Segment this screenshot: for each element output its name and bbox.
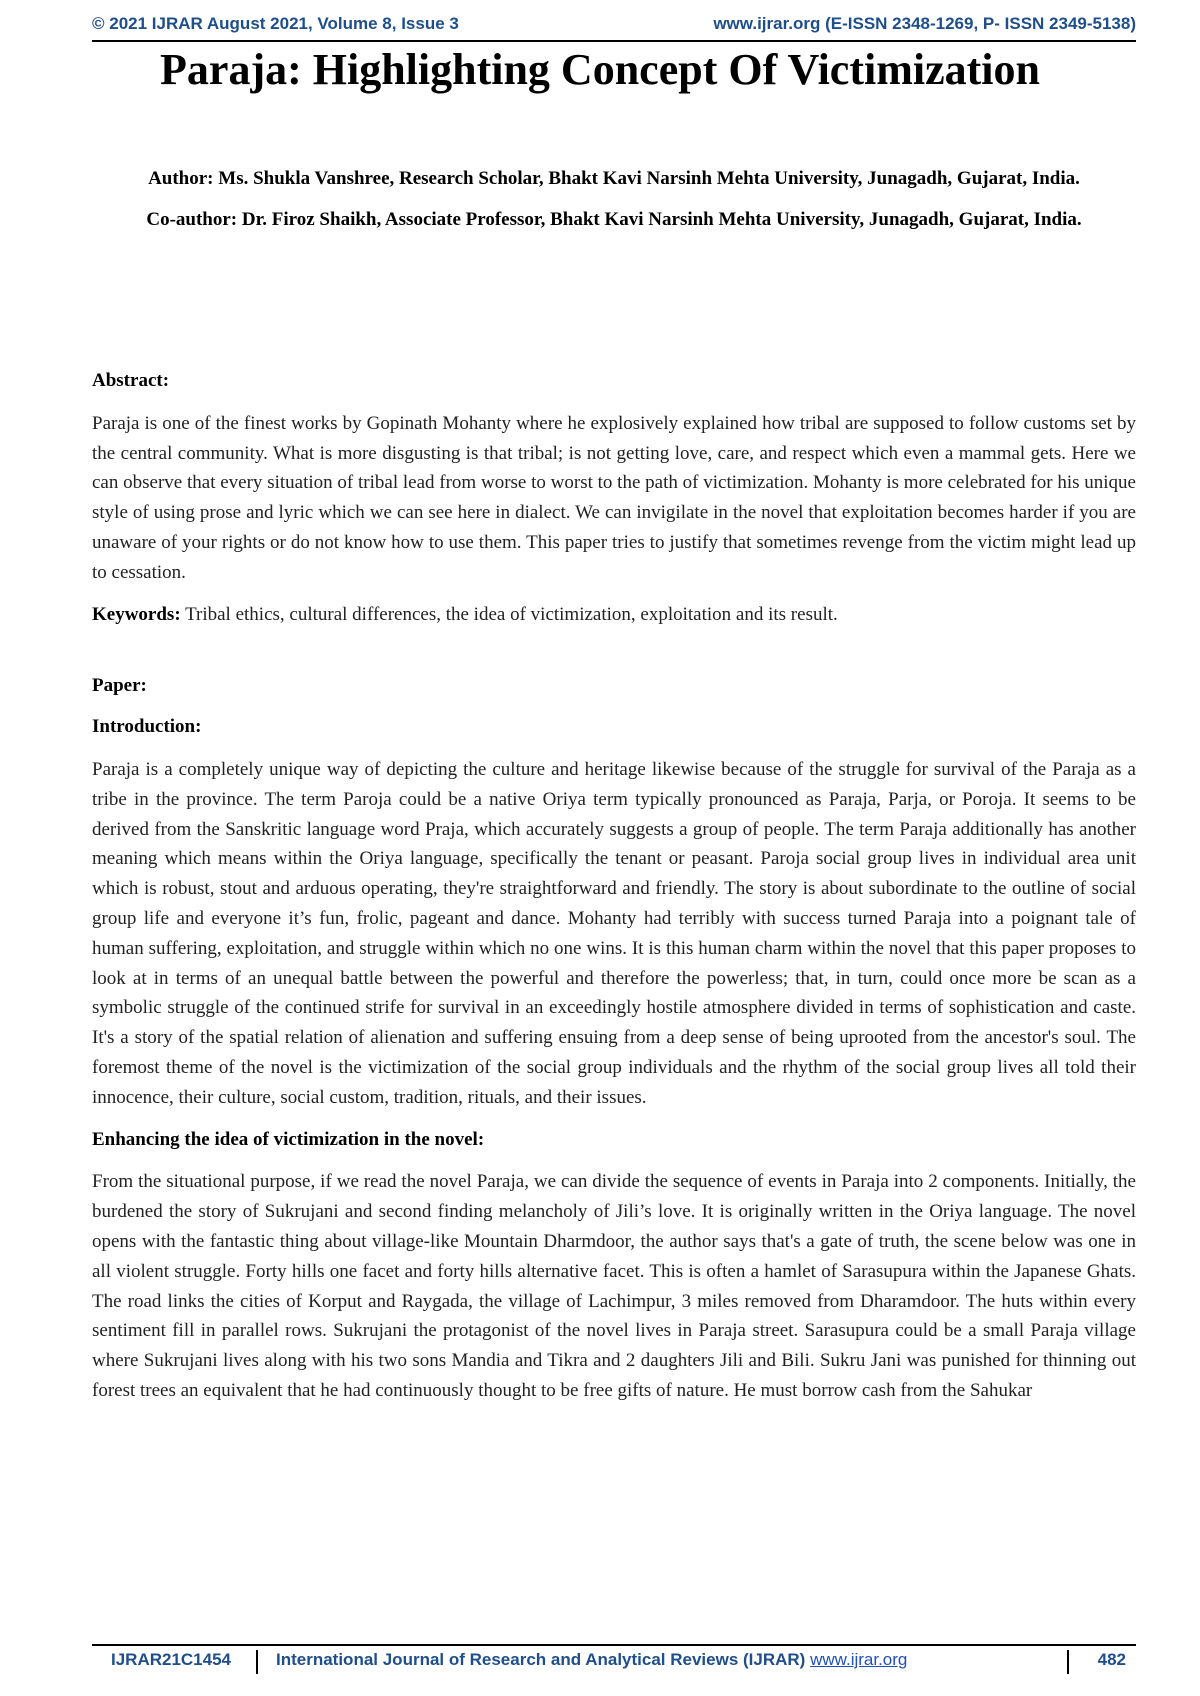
header-citation: © 2021 IJRAR August 2021, Volume 8, Issue 3	[92, 14, 459, 33]
paper-body	[92, 366, 1136, 1406]
paper-title: Paraja: Highlighting Concept Of Victimization	[160, 45, 1040, 94]
footer-journal-name: International Journal of Research and Analytical Reviews (IJRAR)	[276, 1650, 806, 1669]
section-heading-victimization: Enhancing the idea of victimization in the novel:	[92, 1128, 485, 1150]
header-issn: www.ijrar.org (E-ISSN 2348-1269, P- ISSN 2349-5138)	[713, 14, 1136, 33]
abstract-heading: Abstract:	[92, 370, 170, 391]
running-header	[92, 14, 1136, 42]
introduction-text: Paraja is a completely unique way of depicting the culture and heritage likewise because of the struggle for survival of the Paraja as a tribe in the province. The term Paroja could be a native Oriya term typically pronounced as Paraja, Parja, or Poroja. It seems to be derived from the Sanskritic language word Praja, which accurately suggests a group of people. The term Paraja additionally has another meaning which means within the Oriya language, specifically the tenant or peasant. Paroja social group lives in individual area unit which is robust, stout and arduous operating, they're straightforward and friendly. The story is about subordinate to the outline of social group life and everyone it’s fun, frolic, pageant and dance. Mohanty had terribly with success turned Paraja into a poignant tale of human suffering, exploitation, and struggle within which no one wins. It is this human charm within the novel that this paper proposes to look at in terms of an unequal battle between the powerful and therefore the powerless; that, in turn, could once more be scan as a symbolic struggle of the continued strife for survival in an exceedingly hostile atmosphere divided in terms of sophistication and caste. It's a story of the spatial relation of alienation and suffering ensuing from a deep sense of being uprooted from the ancestor's soul. The foremost theme of the novel is the victimization of the social group individuals and the rhythm of the social group lives all told their innocence, their culture, social custom, tradition, rituals, and their issues.	[92, 758, 1136, 1108]
footer-paper-id: IJRAR21C1454	[110, 1650, 231, 1669]
keywords-text: Tribal ethics, cultural differences, the idea of victimization, exploitation and its result.	[185, 603, 838, 625]
page-number: 482	[1097, 1650, 1126, 1669]
abstract-text: Paraja is one of the finest works by Gopinath Mohanty where he explosively explained how tribal are supposed to follow customs set by the central community. What is more disgusting is that tribal; is not getting love, care, and respect which even a mammal gets. Here we can observe that every situation of tribal lead from worse to worst to the path of victimization. Mohanty is more celebrated for his unique style of using prose and lyric which we can see here in dialect. We can invigilate in the novel that exploitation becomes harder if you are unaware of your rights or do not know how to use them. This paper tries to justify that sometimes revenge from the victim might lead up to cessation.	[92, 412, 1136, 583]
footer-divider	[256, 1650, 258, 1674]
introduction-heading: Introduction:	[92, 716, 202, 738]
running-footer	[92, 1644, 1136, 1682]
section-text-victimization: From the situational purpose, if we read the novel Paraja, we can divide the sequence of events in Paraja into 2 components. Initially, the burdened the story of Sukrujani and second finding melancholy of Jili’s love. It is originally written in the Oriya language. The novel opens with the fantastic thing about village-like Mountain Dharmdoor, the author says that's a gate of truth, the scene below was one in all violent struggle. Forty hills one facet and forty hills alternative facet. This is often a hamlet of Sarasupura within the Japanese Ghats. The road links the cities of Korput and Raygada, the village of Lachimpur, 3 miles removed from Dharamdoor. The huts within every sentiment fill in parallel rows. Sukrujani the protagonist of the novel lives in Paraja street. Sarasupura could be a small Paraja village where Sukrujani lives along with his two sons Mandia and Tikra and 2 daughters Jili and Bili. Sukru Jani was punished for thinning out forest trees an equivalent that he had continuously thought to be free gifts of nature. He must borrow cash from the Sahukar	[92, 1171, 1136, 1401]
footer-journal	[276, 1650, 907, 1670]
author-line: Author: Ms. Shukla Vanshree, Research Scholar, Bhakt Kavi Narsinh Mehta University, Junagadh, Gujarat, India.	[148, 168, 1080, 189]
keywords-label: Keywords:	[92, 603, 181, 625]
footer-divider	[1067, 1650, 1069, 1674]
keywords-line	[92, 600, 1136, 630]
coauthor-line: Co-author: Dr. Firoz Shaikh, Associate Professor, Bhakt Kavi Narsinh Mehta University, Junagadh, Gujarat, India.	[146, 209, 1082, 230]
footer-url-link[interactable]: www.ijrar.org	[810, 1650, 908, 1669]
author-block	[92, 166, 1136, 248]
paper-heading: Paper:	[92, 675, 147, 697]
